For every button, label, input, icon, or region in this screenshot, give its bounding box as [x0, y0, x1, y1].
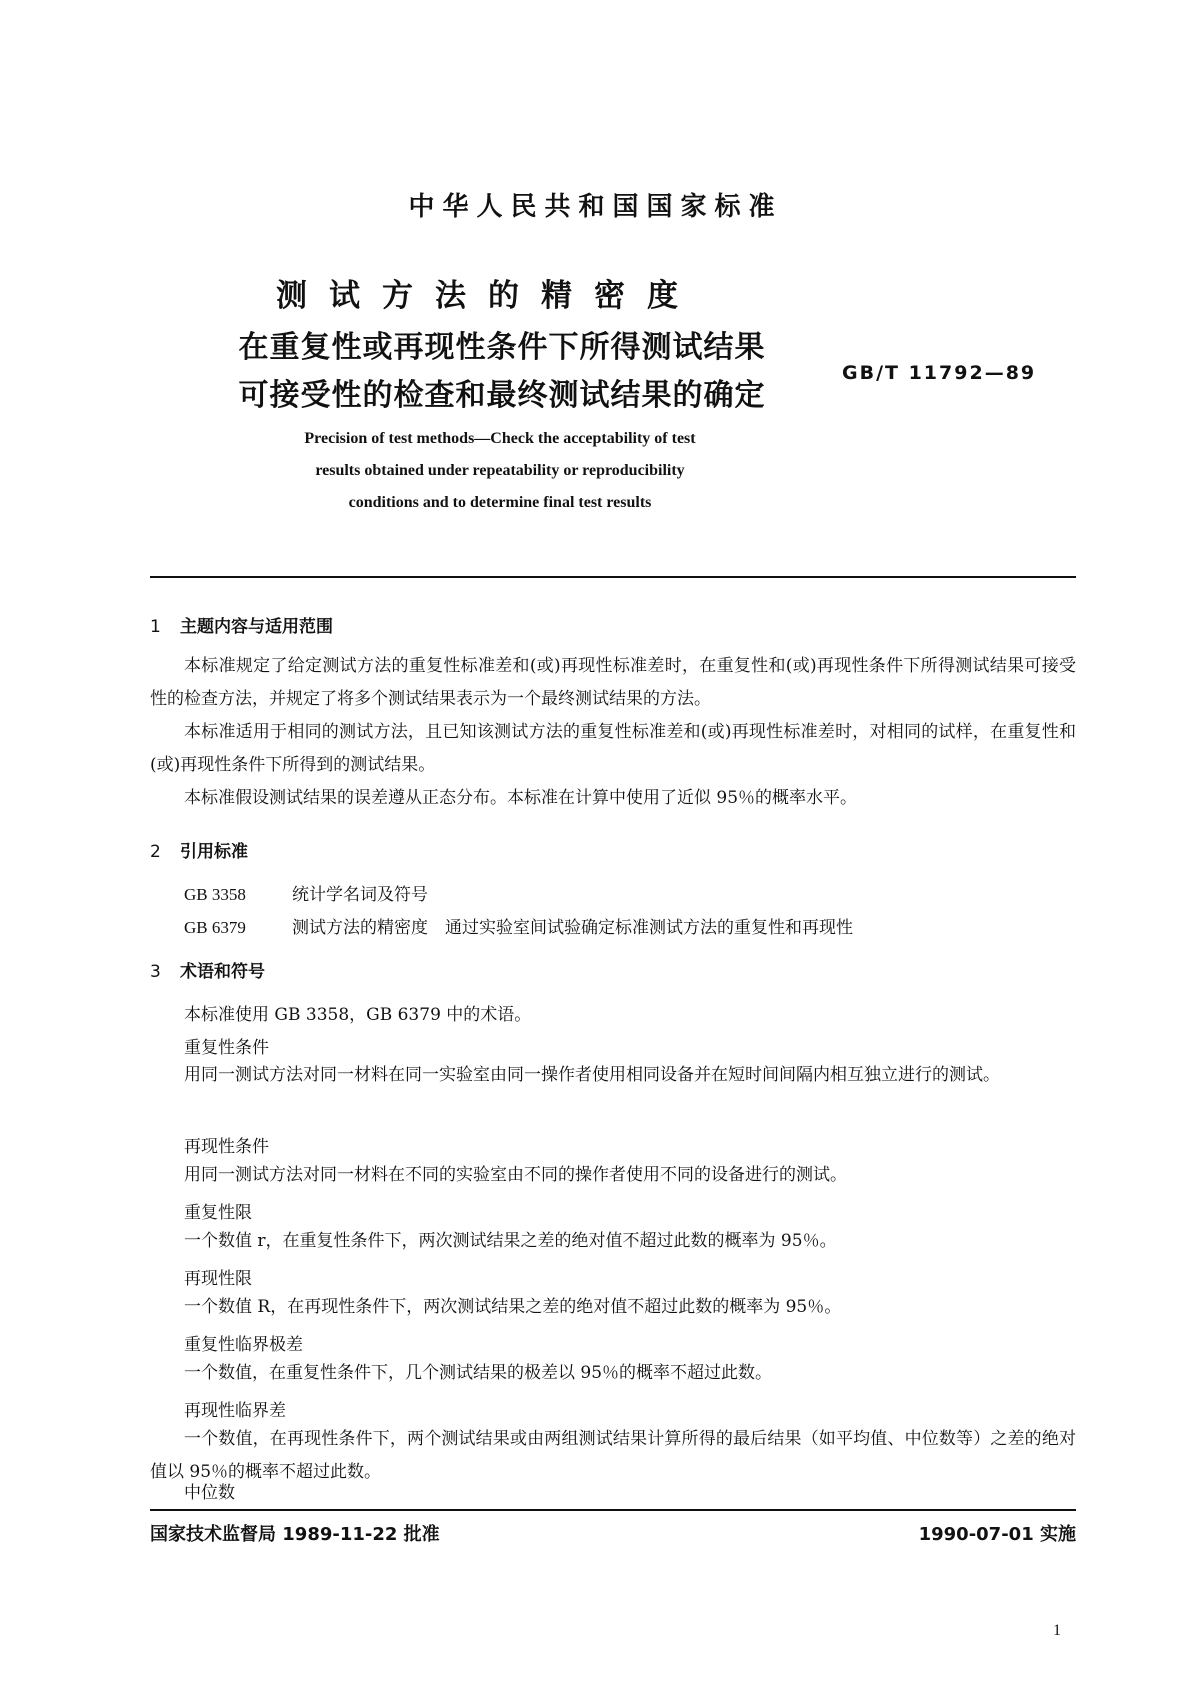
- document-title-line2: 在重复性或再现性条件下所得测试结果: [238, 330, 766, 365]
- term-median: 中位数: [184, 1483, 235, 1503]
- definition-repeatability-critical-range: 一个数值，在重复性条件下，几个测试结果的极差以 95％的概率不超过此数。: [184, 1363, 773, 1383]
- section-3-title: 术语和符号: [180, 962, 265, 982]
- standard-number: GB/T 11792—89: [842, 362, 1037, 384]
- header-divider: [150, 576, 1076, 578]
- term-repeatability-critical-range: 重复性临界极差: [184, 1335, 303, 1355]
- reference-name: 测试方法的精密度 通过实验室间试验确定标准测试方法的重复性和再现性: [292, 918, 853, 938]
- approval-date: 国家技术监督局 1989-11-22 批准: [150, 1524, 440, 1545]
- reference-item: [184, 880, 428, 905]
- term-reproducibility-conditions: 再现性条件: [184, 1137, 269, 1157]
- section-1-number: 1: [150, 617, 161, 637]
- footer-divider: [150, 1509, 1076, 1511]
- page-number: 1: [1053, 1622, 1061, 1639]
- section-3-intro: 本标准使用 GB 3358，GB 6379 中的术语。: [184, 1005, 532, 1025]
- reference-name: 统计学名词及符号: [292, 885, 428, 905]
- english-title-line2: results obtained under repeatability or reproducibility: [315, 462, 685, 479]
- definition-reproducibility-limit: 一个数值 R，在再现性条件下，两次测试结果之差的绝对值不超过此数的概率为 95％。: [184, 1297, 842, 1317]
- definition-reproducibility-critical-difference: 一个数值，在再现性条件下，两个测试结果或由两组测试结果计算所得的最后结果（如平均值、中位数等）之差的绝对值以 95％的概率不超过此数。: [150, 1429, 1076, 1482]
- implementation-date: 1990-07-01 实施: [918, 1524, 1076, 1545]
- definition-reproducibility-conditions: 用同一测试方法对同一材料在不同的实验室由不同的操作者使用不同的设备进行的测试。: [184, 1165, 847, 1185]
- term-repeatability-limit: 重复性限: [184, 1203, 252, 1223]
- section-1-heading: [150, 612, 333, 637]
- section-3-heading: [150, 957, 265, 982]
- document-title-line1: 测试方法的精密度: [276, 278, 700, 314]
- term-repeatability-conditions: 重复性条件: [184, 1038, 269, 1058]
- section-2-heading: [150, 837, 248, 862]
- section-1-paragraph-2: 本标准适用于相同的测试方法，且已知该测试方法的重复性标准差和(或)再现性标准差时，对相同的试样，在重复性和(或)再现性条件下所得到的测试结果。: [150, 722, 1076, 775]
- definition-repeatability-limit: 一个数值 r，在重复性条件下，两次测试结果之差的绝对值不超过此数的概率为 95％。: [184, 1231, 837, 1251]
- english-title-line1: Precision of test methods—Check the acceptability of test: [304, 430, 696, 447]
- term-reproducibility-critical-difference: 再现性临界差: [184, 1401, 286, 1421]
- national-standard-heading: 中华人民共和国国家标准: [408, 192, 783, 222]
- section-2-title: 引用标准: [180, 842, 248, 862]
- english-title-line3: conditions and to determine final test results: [348, 494, 652, 511]
- reference-code: GB 3358: [184, 885, 246, 904]
- section-3-number: 3: [150, 962, 161, 982]
- section-1-paragraph-1: 本标准规定了给定测试方法的重复性标准差和(或)再现性标准差时，在重复性和(或)再现性条件下所得测试结果可接受性的检查方法，并规定了将多个测试结果表示为一个最终测试结果的方法。: [150, 656, 1076, 709]
- term-reproducibility-limit: 再现性限: [184, 1269, 252, 1289]
- reference-item: [184, 913, 853, 938]
- section-2-number: 2: [150, 842, 161, 862]
- section-1-paragraph-3: 本标准假设测试结果的误差遵从正态分布。本标准在计算中使用了近似 95％的概率水平。: [184, 788, 858, 808]
- definition-repeatability-conditions: 用同一测试方法对同一材料在同一实验室由同一操作者使用相同设备并在短时间间隔内相互独立进行的测试。: [184, 1065, 1000, 1085]
- section-1-title: 主题内容与适用范围: [180, 617, 333, 637]
- document-title-line3: 可接受性的检查和最终测试结果的确定: [238, 378, 766, 413]
- reference-code: GB 6379: [184, 918, 246, 937]
